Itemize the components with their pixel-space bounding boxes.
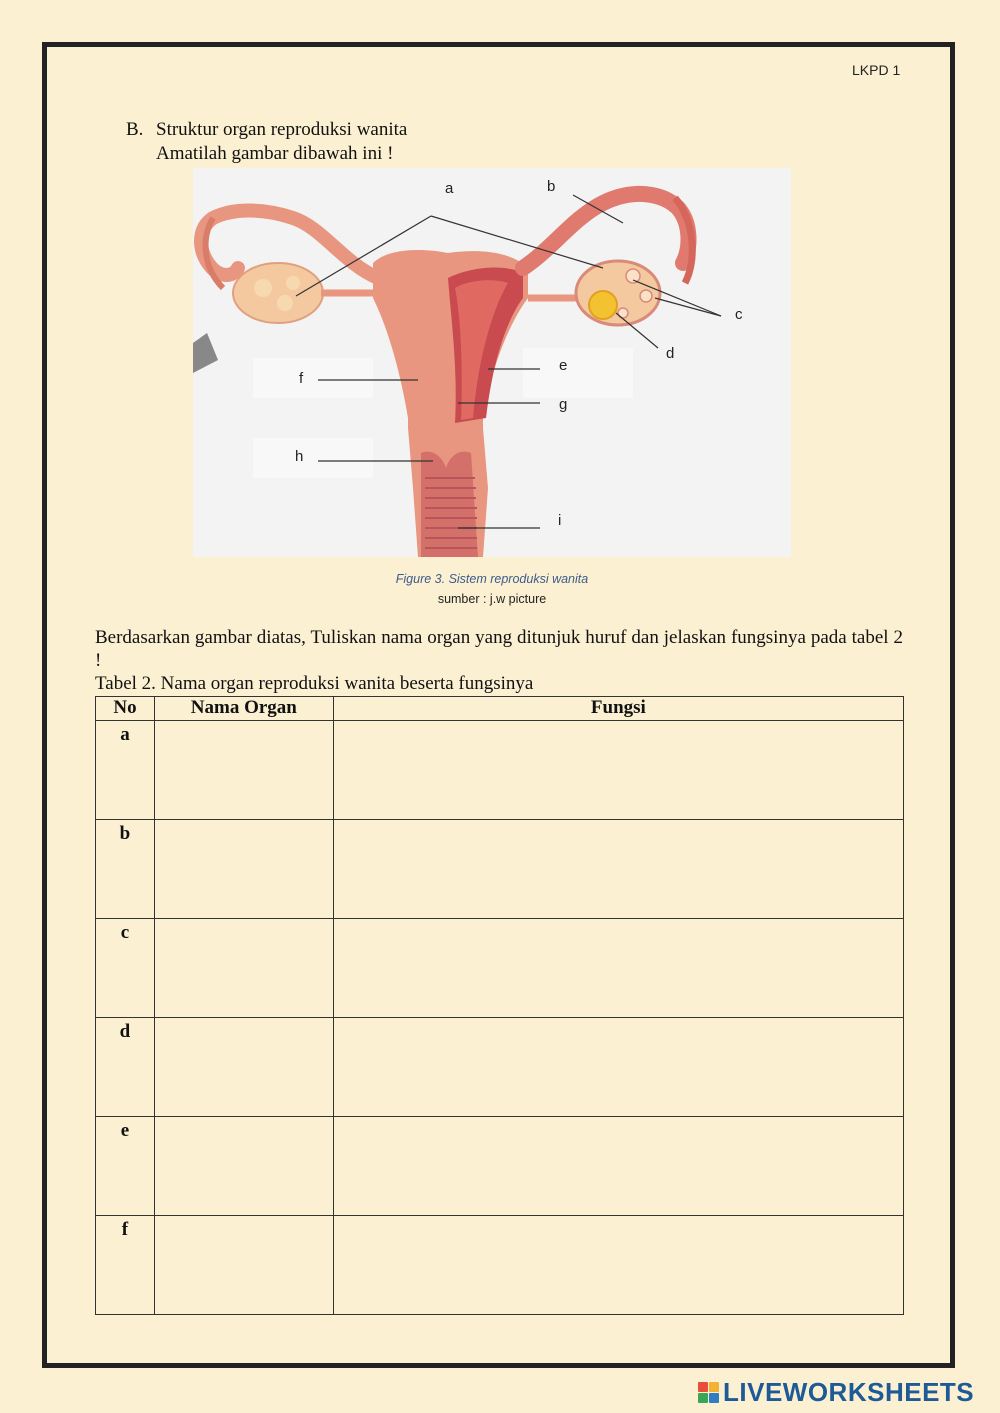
row-no: e: [96, 1117, 155, 1216]
ovary-follicle: [286, 276, 300, 290]
header-organ: Nama Organ: [154, 697, 333, 721]
figure-source: [0, 592, 1000, 606]
organ-name-cell[interactable]: [154, 1216, 333, 1315]
organ-name-cell[interactable]: [154, 919, 333, 1018]
table-row: [96, 721, 904, 820]
figure-source-text: sumber : j.w picture: [437, 592, 547, 606]
label-c: c: [735, 306, 743, 323]
ovary-follicle: [640, 290, 652, 302]
row-no: f: [96, 1216, 155, 1315]
organ-name-cell[interactable]: [154, 1117, 333, 1216]
vaginal-canal: [421, 452, 478, 557]
section-title: [126, 119, 407, 141]
function-cell[interactable]: [333, 1216, 903, 1315]
liveworksheets-icon: [698, 1382, 719, 1403]
function-cell[interactable]: [333, 721, 903, 820]
function-cell[interactable]: [333, 1018, 903, 1117]
table-caption: Tabel 2. Nama organ reproduksi wanita beserta fungsinya: [95, 673, 534, 694]
row-no: d: [96, 1018, 155, 1117]
label-i: i: [558, 512, 562, 529]
ovary-follicle: [277, 295, 293, 311]
table-row: [96, 1018, 904, 1117]
section-title-text: Struktur organ reproduksi wanita: [156, 119, 408, 140]
row-no: c: [96, 919, 155, 1018]
function-cell[interactable]: [333, 820, 903, 919]
left-ovary: [233, 263, 323, 323]
label-b: b: [547, 178, 556, 195]
row-no: a: [96, 721, 155, 820]
organ-name-cell[interactable]: [154, 721, 333, 820]
organ-name-cell[interactable]: [154, 820, 333, 919]
worksheet-code: LKPD 1: [852, 62, 901, 78]
section-subtitle: Amatilah gambar dibawah ini !: [156, 143, 394, 164]
table-row: [96, 919, 904, 1018]
ovary-follicle: [626, 269, 640, 283]
function-cell[interactable]: [333, 919, 903, 1018]
organ-function-table: [95, 696, 904, 1315]
label-a: a: [445, 180, 454, 197]
brand-name: LIVEWORKSHEETS: [723, 1376, 975, 1407]
header-function: Fungsi: [333, 697, 903, 721]
reproductive-diagram: [193, 168, 791, 557]
organ-name-cell[interactable]: [154, 1018, 333, 1117]
section-letter: B.: [126, 119, 144, 140]
label-g: g: [559, 396, 568, 413]
table-row: [96, 820, 904, 919]
header-no: No: [96, 697, 155, 721]
liveworksheets-logo[interactable]: [698, 1377, 974, 1407]
figure-caption: [0, 572, 1000, 586]
instruction-text: Berdasarkan gambar diatas, Tuliskan nama organ yang ditunjuk huruf dan jelaskan fungsinya pada tabel 2 !: [95, 627, 903, 671]
label-e: e: [559, 357, 568, 374]
follicle: [589, 291, 617, 319]
row-no: b: [96, 820, 155, 919]
label-d: d: [666, 345, 675, 362]
figure-caption-text: Figure 3. Sistem reproduksi wanita: [395, 572, 589, 586]
table-header-row: [96, 697, 904, 721]
reproductive-system-figure: [193, 168, 791, 557]
ovary-follicle: [254, 279, 272, 297]
function-cell[interactable]: [333, 1117, 903, 1216]
table-row: [96, 1216, 904, 1315]
label-h: h: [295, 448, 304, 465]
label-f: f: [299, 370, 304, 387]
table-row: [96, 1117, 904, 1216]
